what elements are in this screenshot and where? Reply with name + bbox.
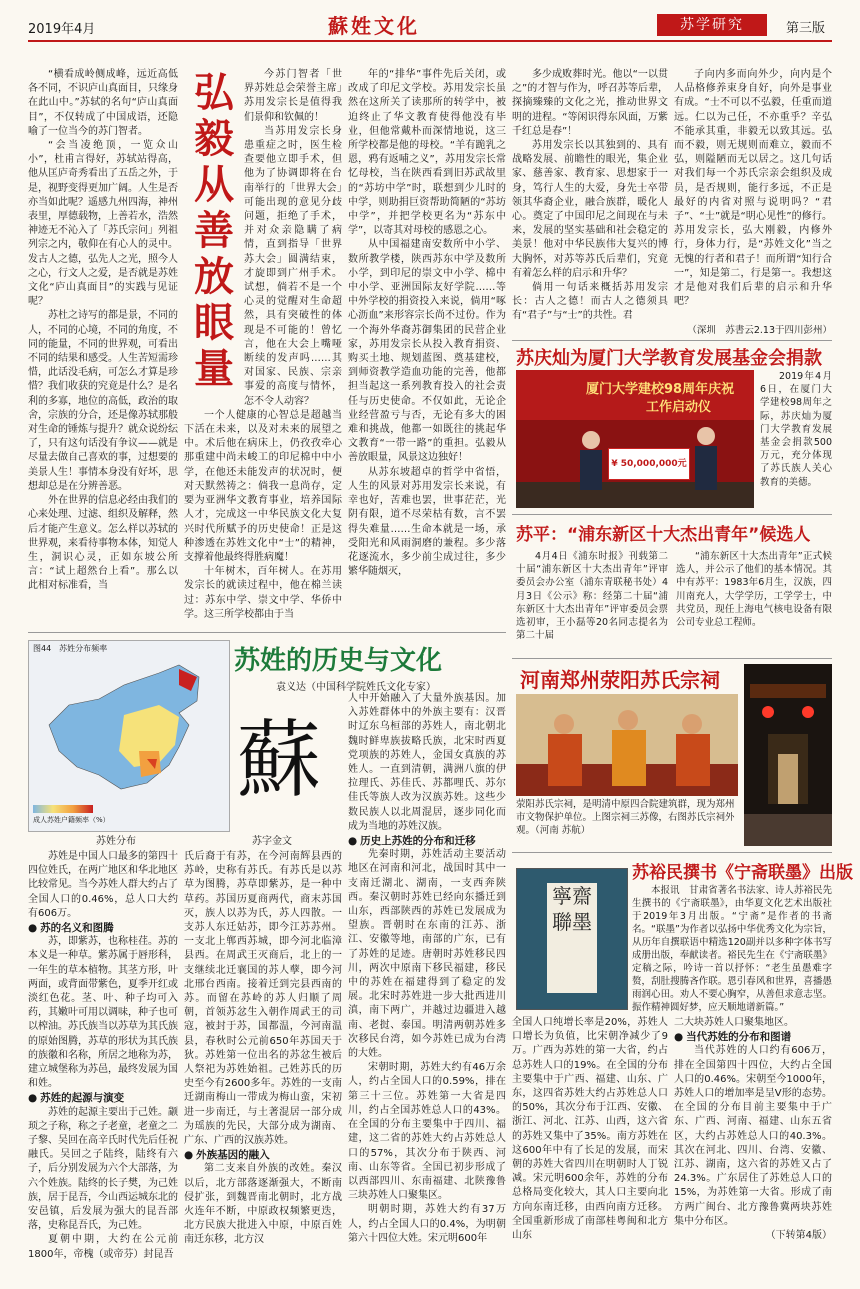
news3-caption: 荥阳苏氏宗祠，是明清中原四合院建筑群，现为郑州市文物保护单位。上图宗祠三苏像，右图苏氏宗祠外观。（河南 苏航） — [516, 799, 735, 836]
divider — [512, 658, 832, 659]
news4-title: 苏裕民撰书《宁斋联墨》出版 — [632, 863, 853, 883]
subheading: ● 历史上苏姓的分布和迁移 — [348, 834, 506, 848]
paragraph: 当代苏姓的人口约有606万，排在全国第四十四位，大约占全国人口的0.46%。宋朝至今1000年，苏姓人口的增加率是呈V形的态势。在全国的分布目前主要集中于广东、广西、河南、福建、山东五省区，大约占苏姓总人口的40.3%。其次在河北、四川、台湾、安徽、江苏、湖南，这六省的苏姓又占了24.3%。广东居住了苏姓总人口的15%，为苏姓第一大省。形成了南方两广闽台、北方豫鲁冀两块苏姓集中分布区。 — [674, 1045, 832, 1227]
divider — [28, 632, 506, 633]
map-legend-bar — [33, 805, 93, 813]
paragraph: 从苏东坡超卓的哲学中省悟，人生的风景对苏用发宗长来说，有幸也好，苦难也罢，世事茫茫，光阴有限，道不尽荣枯有数，言不罢得失难量……生命本就是一场，承受阳光和风雨洞磨的兼程。多少落花逐流水，多少前尘成过往，多少繁华随烟灭， — [348, 466, 506, 578]
history-author: 袁义达（中国科学院姓氏文化专家） — [276, 682, 436, 693]
paragraph: 多少成败葬时光。他以“一以贯之”的才智与作为，呼召苏等后辈，探摘臻臻的文化之光，推动世界文明的进程。“等闲识得东风面，万紫千红总是春”！ — [512, 69, 668, 137]
paragraph: 苏用发宗长以其独到的、具有战略发展、前瞻性的眼光，集企业家、慈善家、教育家、思想家于一身，笃行人生的大爱，身先士卒带领其华裔企业，融合族群，暖化人心。奠定了中国印尼之间现在与未来，发展的坚实基础和社会稳定的美景！他对中华民族伟大复兴的博大胸怀，对苏等苏氏后辈们，究竟有着怎么样的启示和升华？ — [512, 140, 668, 279]
header-rule — [28, 40, 832, 42]
china-map-illustration — [29, 655, 229, 805]
news1-text — [760, 370, 832, 508]
news1-banner-line1: 厦门大学建校98周年庆祝 — [586, 382, 735, 397]
bronze-script-glyph: 蘇 — [236, 711, 321, 809]
subheading: ● 苏姓的起源与演变 — [28, 1091, 178, 1105]
paragraph: 第二支来自外族的改姓。秦汉以后，北方部落逐渐强大，不断南侵扩张，到魏晋南北朝时，北方战火连年不断，中原政权频繁更迭，北方民族大批进入中原，中原百姓南迁东移，北方汉 — [184, 1163, 342, 1246]
continued-note: （下转第4版） — [765, 1230, 832, 1242]
paragraph: 苏杜之诗写的都是景，不同的人，不同的心境，不同的角度，不同的能量，不同的世界观，可看出不同的结果和感受。人生苦短需珍惜，此话没毛病，可怎么才算是珍惜？我们收获的究竟是什么？是名利的多寡，地位的高低，政治的取舍，宗族的分合，还是像苏轼那般对生命的锤炼与提升？就众说纷纭了，只有这句话没有争议——就是尽量去做自己喜欢的事，过想要的美景人生！事情本身没有好坏，思想却总是在分辨善恶。 — [28, 310, 178, 492]
paragraph: 子向内多而向外少，向内是个人品格修养束身自好，向外是事业有成。“士不可以不弘毅，任重而道远。仁以为己任，不亦重乎？辛弘不能承其重，非毅无以致其远。弘而不毅，则无规则而难立，毅而不弘，则隘陋而无以居之。这几句话对我们每一个苏氏宗亲会组织及成员，是否规则，能行多远，不正是最好的内省对照与说明吗？“君子”、“士”就是“明心见性”的修行。苏用发宗长，弘大刚毅，内修外行，身体力行，是“苏姓文化”当之无愧的行者和君子！而所谓“知行合一”，知是第二，行是第一。我想这才是他对我们后辈的启示和升华吧？ — [674, 69, 832, 308]
book-cover — [516, 868, 628, 1010]
paragraph: 今苏门智者「世界苏姓总会荣誉主席」苏用发宗长是值得我们景仰和钦佩的！ — [244, 69, 342, 123]
paragraph: 倘用一句话来概括苏用发宗长：古人之德！而古人之德须具有“君子”与“士”的共性。君 — [512, 282, 668, 322]
news3-photo-statues — [516, 694, 738, 796]
map-legend: 成人苏姓户籍频率（%） — [33, 816, 110, 824]
glyph-label: 苏字金文 — [252, 836, 292, 847]
paragraph: 一个人健康的心智总是超越当下活在未来，以及对未来的展望之中。术后他在病床上，仍孜孜牵心那重建中尚未峻工的印尼棉中中小学，在他还未能发声的状况时，便对天默然祷之：倘我一息尚存，定要为亚洲华文教育事业，培养国际人才，完成这一中华民族文化大复兴时代所赋予的历史使命！正是这种渗透在苏姓文化中“士”的精神，支撑着他最终得胜病魔！ — [184, 409, 342, 563]
news1-banner-line2: 工作启动仪 — [646, 400, 712, 415]
paragraph: 本报讯 甘肃省著名书法家、诗人苏裕民先生撰书的《宁斋联墨》，由华夏文化艺术出版社于2019年3月出版。“宁斋”是作者的书斋名。“联墨”为作者以弘扬中华优秀文化为宗旨，从历年自撰联语中精选120副并以多种字体书写成册出版，奉献读者。裕民先生在《宁斋联墨》定稿之际，吟诗一首以抒怀：“老生虽愚难字赘，刮肚搜腾吝作联。恩引春风和世界，喜播愚雨润心田。劝人不要心胸窄，从善但求意志坚。振作精神圆好梦，应天顺地谱新篇。” — [632, 885, 832, 1012]
statues-photo-illustration — [516, 694, 738, 796]
issue-date: 2019年4月 — [28, 22, 96, 37]
distribution-map — [28, 640, 230, 832]
paragraph: 夏朝中期，大约在公元前1800年，帝槐（或帝芬）封昆吾 — [28, 1234, 178, 1260]
divider — [512, 514, 832, 515]
paragraph: “横看成岭侧成峰，远近高低各不同，不识庐山真面目，只缘身在此山中。”苏轼的名句“庐山真面目”，不仅转成了中国成语，还隐喻了一位当今的苏门智者。 — [28, 69, 178, 137]
check-amount: ¥ 50,000,000元 — [611, 459, 687, 469]
paragraph: “浦东新区十大杰出青年”正式候选人，并公示了他们的基本情况。其中有苏平：1983年6月生，汉族，四川南充人，大学学历，工学学士，中共党员，现任上海电气核电设备有限公司专业总工程师。 — [676, 551, 832, 629]
masthead: 蘇姓文化 — [328, 14, 420, 38]
paragraph: 从中国福建南安数所中小学、数所教学楼，陕西苏东中学及数所小学，到印尼的崇文中小学、棉中中小学、亚洲国际友好学院……等中外学校的捐资投入来说，倘用“啄心沥血”来形容宗长尚不过份。作为一个海外华裔苏御集团的民营企业家，苏用发宗长从投入教育捐资、购买土地、规划蓝图、奠基建校，到师资教学造血功能的完善，他都担当起这一系列教育投入的社会责任与历史使命。不仅如此，无论企业经营盈亏与否，无论有多大的困难和挑战，他都一如既往的挑起华文教育“一带一路”的重担。弘毅从善放眼量，风景这边独好！ — [348, 239, 506, 464]
donation-check — [608, 448, 690, 480]
paragraph: 宋朝时期，苏姓大约有46万余人，约占全国人口的0.59%，排在第三十三位。苏姓第一大省是四川，约占全国苏姓总人口的43%。在全国的分布主要集中于四川、福建，这二省的苏姓大约占苏姓总人口的57%，其次分布于陕西、河南、山东等省。全国已初步形成了以西部四川、东南福建、北陕豫鲁三块苏姓人口聚集区。 — [348, 1062, 506, 1202]
paragraph: 二大块苏姓人口聚集地区。 — [674, 1017, 794, 1028]
history-col-2 — [184, 850, 342, 1278]
subheading: ● 苏的名义和图腾 — [28, 921, 178, 935]
history-col-1 — [28, 850, 178, 1278]
divider — [512, 852, 832, 853]
divider — [512, 340, 832, 341]
section-label: 苏学研究 — [657, 14, 767, 36]
page-header — [0, 0, 860, 44]
lead-title: 弘毅从善放眼量 — [194, 69, 234, 392]
history-col-5 — [674, 1016, 832, 1278]
history-col-3 — [348, 692, 506, 1278]
paragraph: 苏姓是中国人口最多的第四十四位姓氏，在两广地区和华北地区比较常见。当今苏姓人群大约占了全国人口的0.46%，总人口大约有606万。 — [28, 851, 178, 919]
paragraph: 苏，即紫苏，也称桂荏。苏的本义是一种草。紫苏属于唇形科，一年生的草本植物。其茎方形，叶两面，或背面带紫色，夏季开红或淡红色花。茎、叶、种子均可入药，其嫩叶可用以调味，种子也可以榨油。苏氏族当以苏草为其氏族的原始图腾，苏草的形状为其氏族的族徽和名称，所居之地称为苏，建立城堡称为苏邑，最终发展为国和姓。 — [28, 936, 178, 1090]
news2-col-1 — [516, 550, 668, 654]
paragraph: 人中开始融入了大量外族基因。加入苏姓群体中的外族主要有：汉晋时辽东乌桓部的苏姓人，南北朝北魏时鲜卑族拔略氏族，北宋时西夏党项族的苏姓人，金国女真族的苏姓人。一直到清朝，满洲八旗的伊拉理氏、苏佳氏、苏都哩氏、苏尔佳氏等族人改为汉族苏姓。这些少数民族人以北周混居，逐步同化而成为当地的苏姓汉族。 — [348, 693, 506, 832]
history-title: 苏姓的历史与文化 — [234, 646, 443, 676]
map-label: 苏姓分布 — [96, 836, 136, 847]
news4-text — [632, 884, 832, 1012]
paragraph: 先秦时期，苏姓活动主要活动地区在河南和河北，战国时其中一支南迁湖北、湖南，一支西奔陕西。秦汉朝时苏姓已经向东播迁到山东，西部陕西的苏姓已发展成为望族。晋朝时在东南的江苏、浙江、安徽等地，南部的广东，已有了苏姓的足迹。唐朝时苏姓移民四川，两次中原南下移民福建，移民中的苏姓在福建得到了稳定的发展。北宋时苏姓进一步大批西进川滇，南下两广，并越过边疆进入越南、老挝、泰国。明清两朝苏姓多次移民台湾，如今苏姓已成为台湾的大姓。 — [348, 849, 506, 1060]
paragraph: 年的“排华”事件先后关闭，或改成了印尼文学校。苏用发宗长虽然在这所关了读那所的转学中，被迫终止了华文教育使得他没有毕业，但他常戴朴而深情地说，这三所学校都是他的母校。“羊有跪乳之恩，鸦有返哺之义”，苏用发宗长常忆母校，当在陕西看到旧苏武故里的“苏坊中学”时，联想到少儿时的中学，则助捐巨资帮助简陋的“苏坊中学”，并把学校更名为“苏东中学”，以寄其对母校的感恩之心。 — [348, 69, 506, 237]
paragraph: 苏姓的起源主要出于己姓。颛顼之子称，称之子老童，老童之二子黎、吴回在高辛氏时代先后任祝融氏。吴回之子陆终，陆终有六子，后分别发展为六个大部落，为六个姓族。陆终的长子樊，为己姓族，居于昆吾，今山西运城东北的安邑镇，后发展为强大的昆吾部落，史称昆吾氏，为己姓。 — [28, 1106, 178, 1232]
paragraph: 外在世界的信息必经由我们的心来处理、过滤、组织及解释，然后才能产生意义。怎么样以苏轼的世界观，来看待事物本体，知觉人生，洞识心灵，正如东坡公所言：“试上超然台上看”。那么以此相对标准看，当 — [28, 495, 178, 592]
subheading: ● 当代苏姓的分布和图谱 — [674, 1030, 832, 1044]
paragraph: 2019年4月6日，在厦门大学建校98周年之际，苏庆灿为厦门大学教育发展基金会捐款500万元，充分体现了苏氏族人关心教育的美德。 — [760, 371, 832, 488]
lead-col-2 — [184, 68, 342, 628]
lead-col-5 — [674, 68, 832, 320]
paragraph: 当苏用发宗长身患重症之时，医生检查要他立即手术，但他为了协调即将在台南举行的「世界大会」可能出现的意见分歧问题，拒绝了手术，并对众亲隐瞒了病情，直到指导「世界苏大会」圆满结束，才旋即到广州手术。试想，倘若不是一个心灵的觉醒对生命超然，具有突破性的体现是不可能的！曾忆言，他在大会上嘴哑断续的发声吗……其对国家、民族、宗亲事爱的高度与情怀，怎不令人动容？ — [244, 125, 342, 407]
lead-col-1 — [28, 68, 178, 628]
lead-byline: （深圳 苏書云2.13于四川彭州） — [687, 325, 832, 336]
history-col-4 — [512, 1016, 668, 1278]
map-caption: 图44 苏姓分布频率 — [33, 644, 108, 653]
shrine-exterior-illustration — [744, 664, 832, 846]
news1-title: 苏庆灿为厦门大学教育发展基金会捐款 — [516, 348, 822, 369]
paragraph: 全国人口纯增长率是20%，苏姓人口增长为负值，比宋朝净减少了9万。广西为苏姓的第一大省，约占总苏姓人口的19%。在全国的分布主要集中于广西、福建、山东、广东，这四省苏姓大约占苏姓总人口的50%，其次分布于江西、安徽、浙江、河北、江苏、山西，这六省的苏姓又集中了35%。南方苏姓在这600年中有了长足的发展，而宋朝的苏姓大省四川在明朝时人丁锐减。宋元明600余年，苏姓的分布总格局变化较大，其人口主要向北方向东南迁移，由西向南方迁移。全国重新形成了南部桂粤闽和北方山东 — [512, 1017, 668, 1242]
lead-col-4 — [512, 68, 668, 338]
page-number: 第三版 — [786, 21, 826, 36]
paragraph: “会当凌绝顶，一览众山小”，杜甫言得好，苏轼站得高，他从匡庐奇秀看出了五岳之外，于是，视野变得更加广阔。人生是否亦当如此呢？遥感九州四海，神州表里，厚德载物，上善若水，浩然神迹无不沁入了「苏氏宗问」列祖列宗之内，敬仰在有心人的灵中。发古人之德，弘先人之光，照今人之心，行文人之爱，是否就是苏姓文化“庐山真面目”的实践与见证呢？ — [28, 140, 178, 308]
book-title: 寧齋聯墨 — [547, 883, 597, 993]
paragraph: 明朝时期，苏姓大约有37万人，约占全国人口的0.4%，为明朝第六十四位大姓。宋元明600年 — [348, 1204, 506, 1244]
subheading: ● 外族基因的融入 — [184, 1148, 342, 1162]
news3-photo-exterior — [744, 664, 832, 846]
news1-photo — [516, 370, 754, 508]
news3-title: 河南郑州荥阳苏氏宗祠 — [520, 668, 720, 692]
news2-title: 苏平：“浦东新区十大杰出青年”候选人 — [516, 525, 811, 545]
paragraph: 氏后裔于有苏，在今河南辉县西的苏岭，史称有苏氏。有苏氏是以苏草为图腾，苏草即紫苏，是一种中草药。苏国历夏商两代，商末苏国灭，族人以苏为氏，苏人四散。一支苏人东迁姑苏，即今江苏苏州。一支北上郸西苏城，即今河北临漳县西。在周武王灭商后，北上的一支继续北迁襄国的苏人孽，即今河北邢台西南。接着迁到完县西南的苏。而留在苏岭的苏人归顺了周朝，首领苏忿生入朝作周武王的司寇，被封于苏，国都温，今河南温县，春秋时公元前650年苏国天于狄。苏姓第一位出名的苏忿生被后人祭祀为苏姓始祖。己姓苏氏的历史至今有2600多年。苏姓的一支南迁湖南梅山一带成为梅山蛮，宋初进一步南迁，与土著混居一部分成为瑶族的先民，大部分成为湖南、广东、广西的汉族苏姓。 — [184, 851, 342, 1147]
lead-col-3 — [348, 68, 506, 628]
paragraph: 十年树木，百年树人。在苏用发宗长的就读过程中，他在棉兰读过：苏东中学、崇文中学、华侨中学。这三所学校都由于当 — [184, 566, 342, 620]
news2-col-2 — [676, 550, 832, 654]
paragraph: 4月4日《浦东时报》刊载第二十届“浦东新区十大杰出青年”评审委员会办公室（浦东青联秘书处）4月3日《公示》称：经第二十届“浦东新区十大杰出青年”评审委员会票选初审，王小磊等20名同志提名为第二十届 — [516, 551, 668, 642]
